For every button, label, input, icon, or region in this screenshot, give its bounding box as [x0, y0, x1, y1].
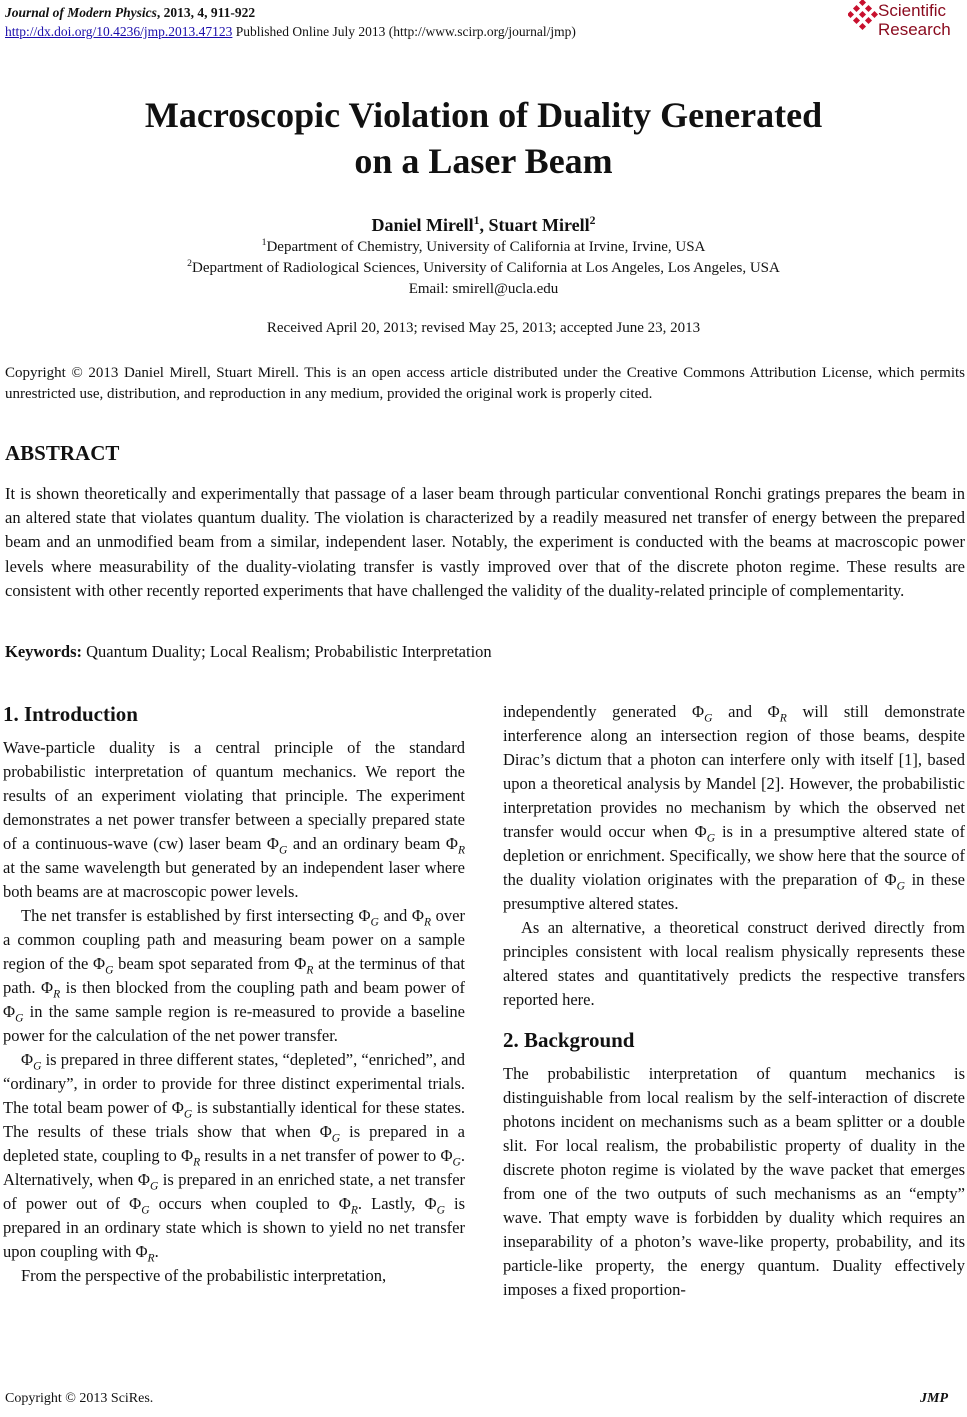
journal-header — [5, 3, 576, 41]
logo-mark-icon — [848, 0, 878, 34]
keywords: Keywords: Quantum Duality; Local Realism; Probabilistic Interpretation — [5, 642, 492, 661]
author-list: Daniel Mirell$^1$, Stuart Mirell$^2$ — [371, 214, 596, 235]
copyright-notice: Copyright © 2013 Daniel Mirell, Stuart Mirell. This is an open access article distributed under the Creative Commons Attribution License, which permits unrestricted use, distribution, and reproduction in any medium, provided the original work is properly cited. — [5, 365, 965, 402]
section-heading-introduction: 1. Introduction — [3, 702, 138, 726]
received-dates: Received April 20, 2013; revised May 25, 2013; accepted June 23, 2013 — [266, 320, 701, 336]
body-paragraph: From the perspective of the probabilistic interpretation, — [21, 1266, 387, 1285]
body-paragraph: The probabilistic interpretation of quantum mechanics is distinguishable from local realism by the self-interaction of discrete photons incident on mechanisms such as a beam splitter or a double slit. For local realism, the probabilistic property of duality in the discrete photon regime is violated by the wave packet that emerges from one of the two outputs of such mechanisms as an “empty” wave. That empty wave is forbidden by duality which requires an inseparability of a photon’s wave-like property, probability, and its particle-like property, the energy quantum. Duality effectively imposes a fixed proportion- — [503, 1064, 965, 1299]
abstract-heading: ABSTRACT — [5, 441, 120, 465]
logo-text: Scientific Research — [878, 1, 951, 39]
body-paragraph: As an alternative, a theoretical construct derived directly from principles consistent with local realism physically represents these altered states and quantitatively predicts the respective transfers reported here. — [503, 918, 965, 1009]
abstract-text: It is shown theoretically and experimentally that passage of a laser beam through particular conventional Ronchi gratings prepares the beam in an altered state that violates quantum duality. The violation is characterized by a readily measured net transfer of energy between the prepared beam and an unmodified beam from a similar, independent laser. Notably, the experiment is conducted with the beams at macroscopic power levels where measurability of the duality-violating transfer is vastly improved over that of the discrete photon regime. These results are consistent with other recently reported experiments that have challenged the validity of the duality-related principle of complementarity. — [5, 484, 965, 600]
email: Email: smirell@ucla.edu — [408, 281, 559, 297]
footer-copyright: Copyright © 2013 SciRes. — [5, 1391, 154, 1406]
affiliation-2: $^2$Department of Radiological Sciences, University of California at Los Angeles, Los Angeles, USA — [187, 258, 780, 276]
journal-citation: Journal of Modern Physics, 2013, 4, 911-922 — [5, 5, 256, 20]
paper-title: Macroscopic Violation of Duality Generated on a Laser Beam — [144, 95, 823, 181]
footer-journal-abbrev: JMP — [920, 1391, 948, 1406]
section-heading-background: 2. Background — [503, 1028, 635, 1052]
body-paragraph: $\Phi_G$ is prepared in three different states, “depleted”, “enriched”, and “ordinary”, in order to provide for three distinct experimental trials. The total beam power of $\Phi_G$ is substantially identical for these states. The results of these trials show that when $\Phi_G$ is prepared in a depleted state, coupling to $\Phi_R$ results in a net transfer of power to $\Phi_G$. Alternatively, when $\Phi_G$ is prepared in an enriched state, a net transfer of power out of $\Phi_G$ occurs when coupled to $\Phi_R$. Lastly, $\Phi_G$ is prepared in an ordinary state which is shown to yield no net transfer upon coupling with $\Phi_R$. — [3, 1050, 466, 1265]
doi-link[interactable]: http://dx.doi.org/10.4236/jmp.2013.47123 — [5, 24, 233, 39]
affiliation-1: $^1$Department of Chemistry, University of California at Irvine, Irvine, USA — [261, 237, 706, 255]
scientific-research-logo — [848, 0, 967, 42]
body-paragraph: The net transfer is established by first intersecting $\Phi_G$ and $\Phi_R$ over a common coupling path and measuring beam power on a sample region of the $\Phi_G$ beam spot separated from $\Phi_R$ at the terminus of that path. $\Phi_R$ is then blocked from the coupling path and beam power of $\Phi_G$ in the same sample region is re-measured to provide a baseline power for the calculation of the net power transfer. — [3, 906, 465, 1045]
body-paragraph: independently generated $\Phi_G$ and $\Phi_R$ will still demonstrate interference along an intersection region of those beams, despite Dirac’s dictum that a photon can interfere only with itself [1], based upon a theoretical analysis by Mandel [2]. However, the probabilistic interpretation provides no mechanism by which the observed net transfer would occur when $\Phi_G$ is in a presumptive altered state of depletion or enrichment. Specifically, we show here that the source of the duality violation originates with the preparation of $\Phi_G$ in these presumptive altered states. — [503, 702, 966, 913]
doi-line: http://dx.doi.org/10.4236/jmp.2013.47123 Published Online July 2013 (http://www.scirp.org/journal/jmp) — [5, 24, 576, 39]
right-column — [503, 700, 965, 1302]
left-column — [3, 700, 465, 1288]
body-paragraph: Wave-particle duality is a central principle of the standard probabilistic interpretation of quantum mechanics. We report the results of an experiment violating that principle. The experiment demonstrates a net power transfer between a specially prepared state of a continuous-wave (cw) laser beam $\Phi_G$ and an ordinary beam $\Phi_R$ at the same wavelength but generated by an independent laser where both beams are at macroscopic power levels. — [3, 738, 465, 901]
